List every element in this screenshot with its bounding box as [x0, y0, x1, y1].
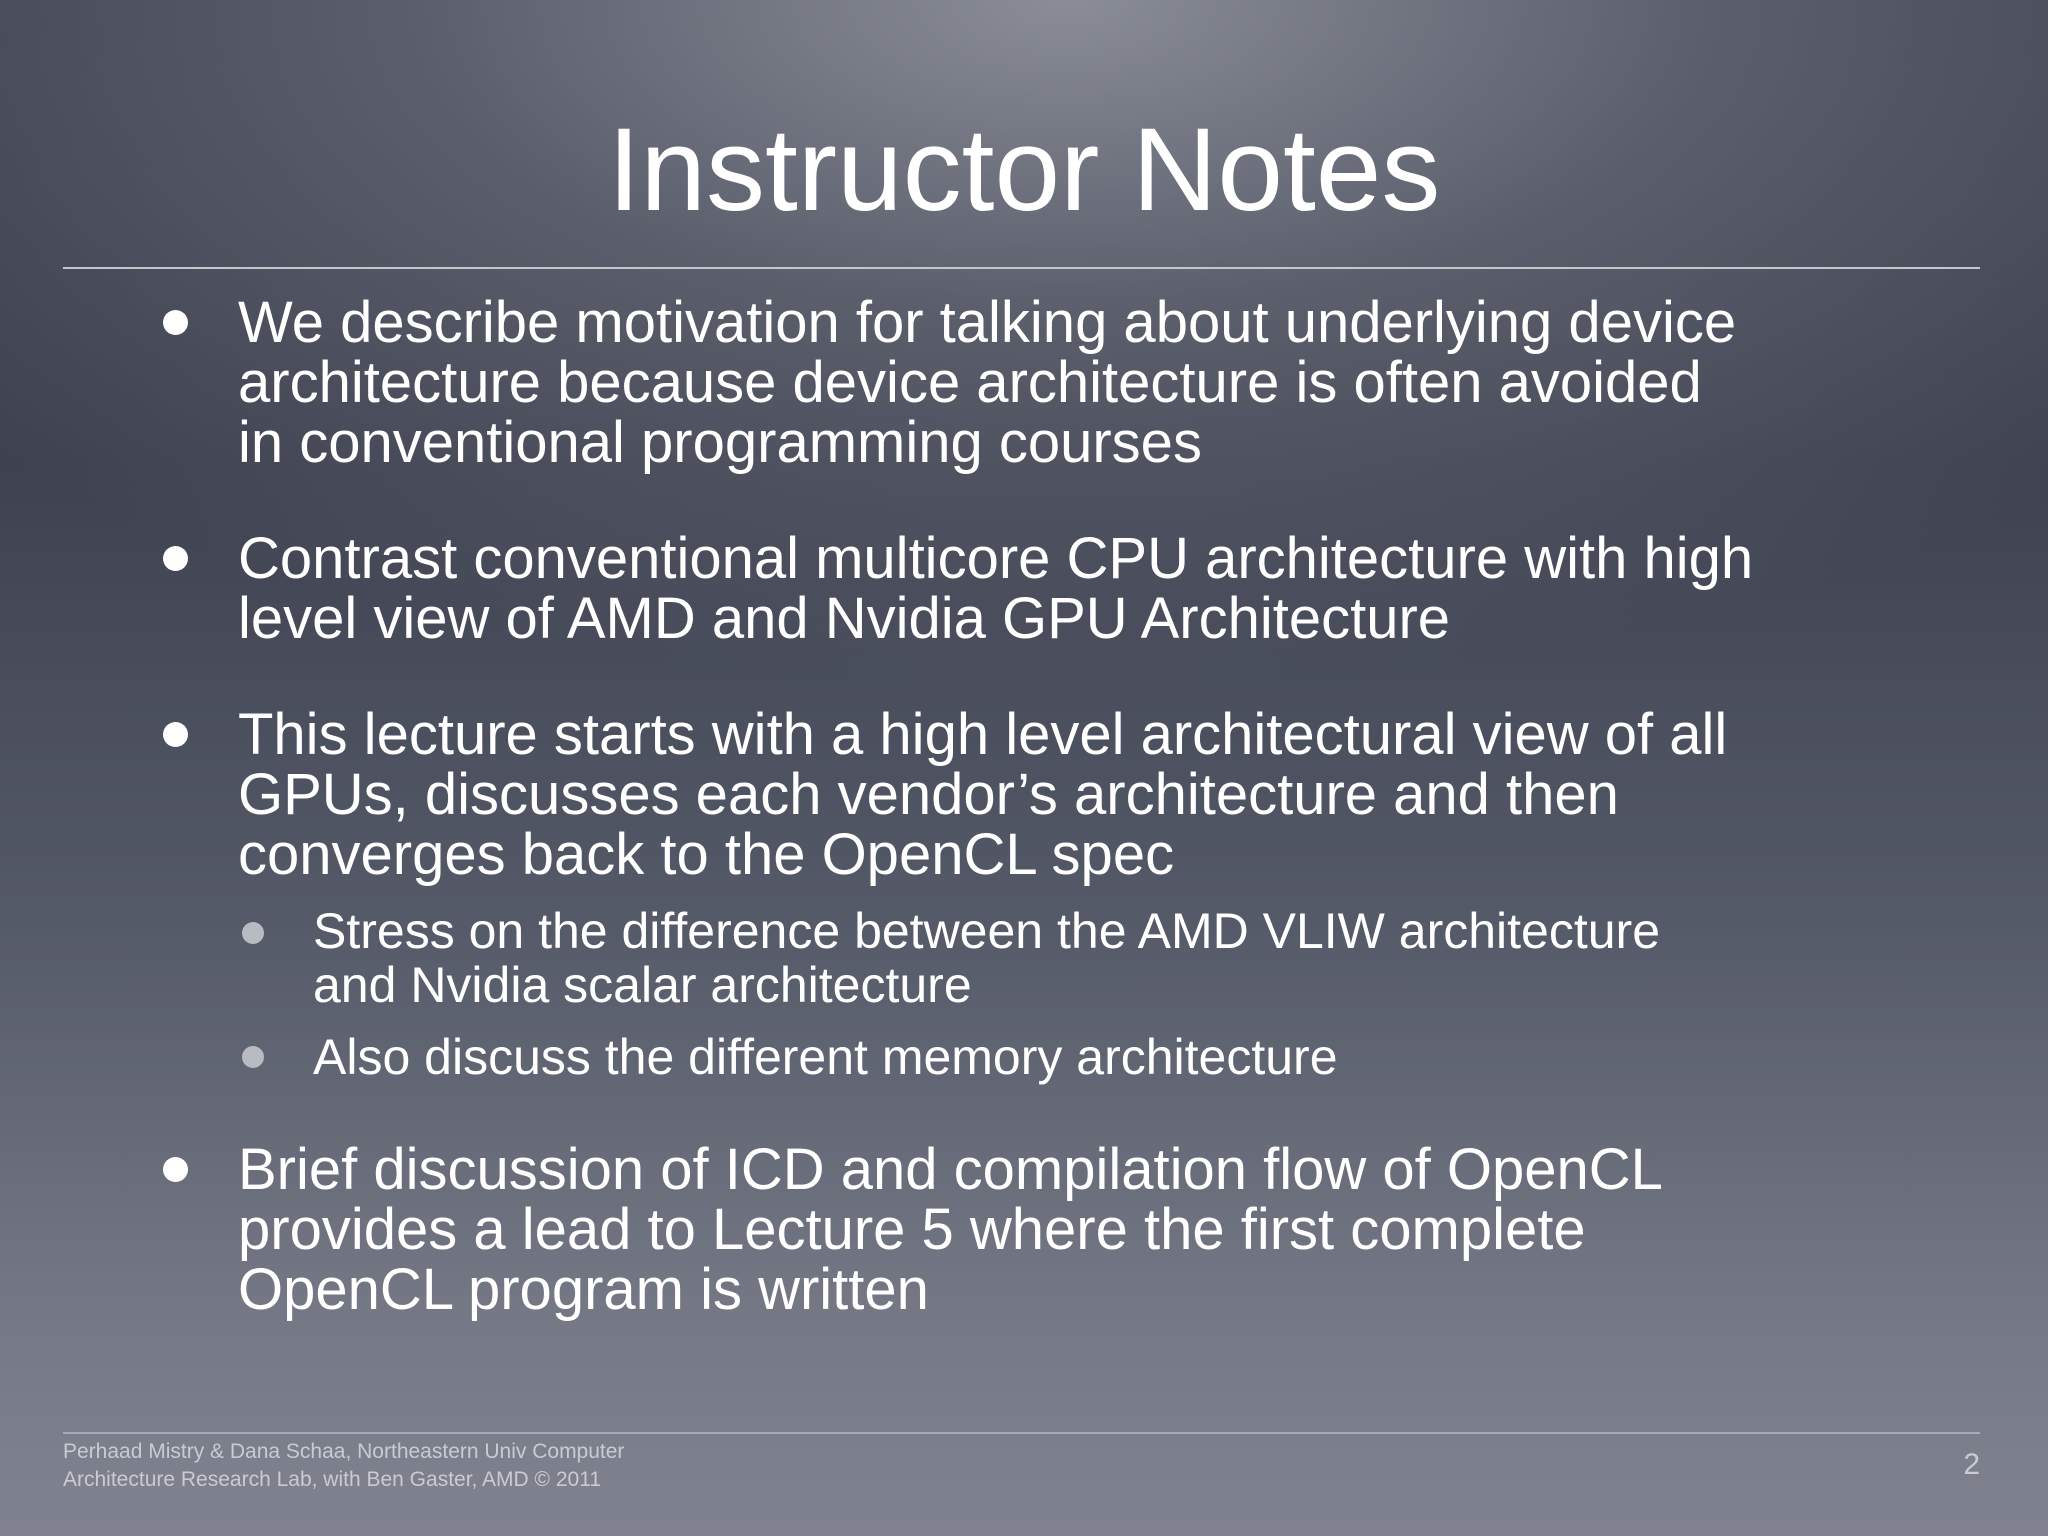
title-divider [63, 267, 1980, 269]
slide-title: Instructor Notes [607, 104, 1441, 236]
bullet-dot-icon [163, 546, 188, 571]
footer-credits: Perhaad Mistry & Dana Schaa, Northeastern Univ Computer Architecture Research Lab, with Ben Gaster, AMD © 2011 [63, 1440, 625, 1491]
bullet-text: We describe motivation for talking about underlying device architecture because device architecture is often avoided in conventional programming courses [238, 290, 1737, 475]
bullet-text: Contrast conventional multicore CPU architecture with high level view of AMD and Nvidia GPU Architecture [238, 526, 1754, 651]
sub-bullet-text: Stress on the difference between the AMD VLIW architecture and Nvidia scalar architecture [313, 903, 1660, 1013]
bullet-text: This lecture starts with a high level architectural view of all GPUs, discusses each vendor’s architecture and then converges back to the OpenCL spec [238, 702, 1728, 887]
sub-bullet-dot-icon [242, 1046, 264, 1068]
page-number: 2 [1963, 1448, 1980, 1481]
sub-bullet-dot-icon [242, 922, 264, 944]
bullet-text: Brief discussion of ICD and compilation flow of OpenCL provides a lead to Lecture 5 where the first complete OpenCL program is written [238, 1137, 1663, 1322]
sub-bullet-text: Also discuss the different memory architecture [313, 1029, 1338, 1085]
bullet-dot-icon [163, 1157, 188, 1182]
footer-divider [63, 1432, 1980, 1434]
bullet-dot-icon [163, 310, 188, 335]
bullet-dot-icon [163, 722, 188, 747]
